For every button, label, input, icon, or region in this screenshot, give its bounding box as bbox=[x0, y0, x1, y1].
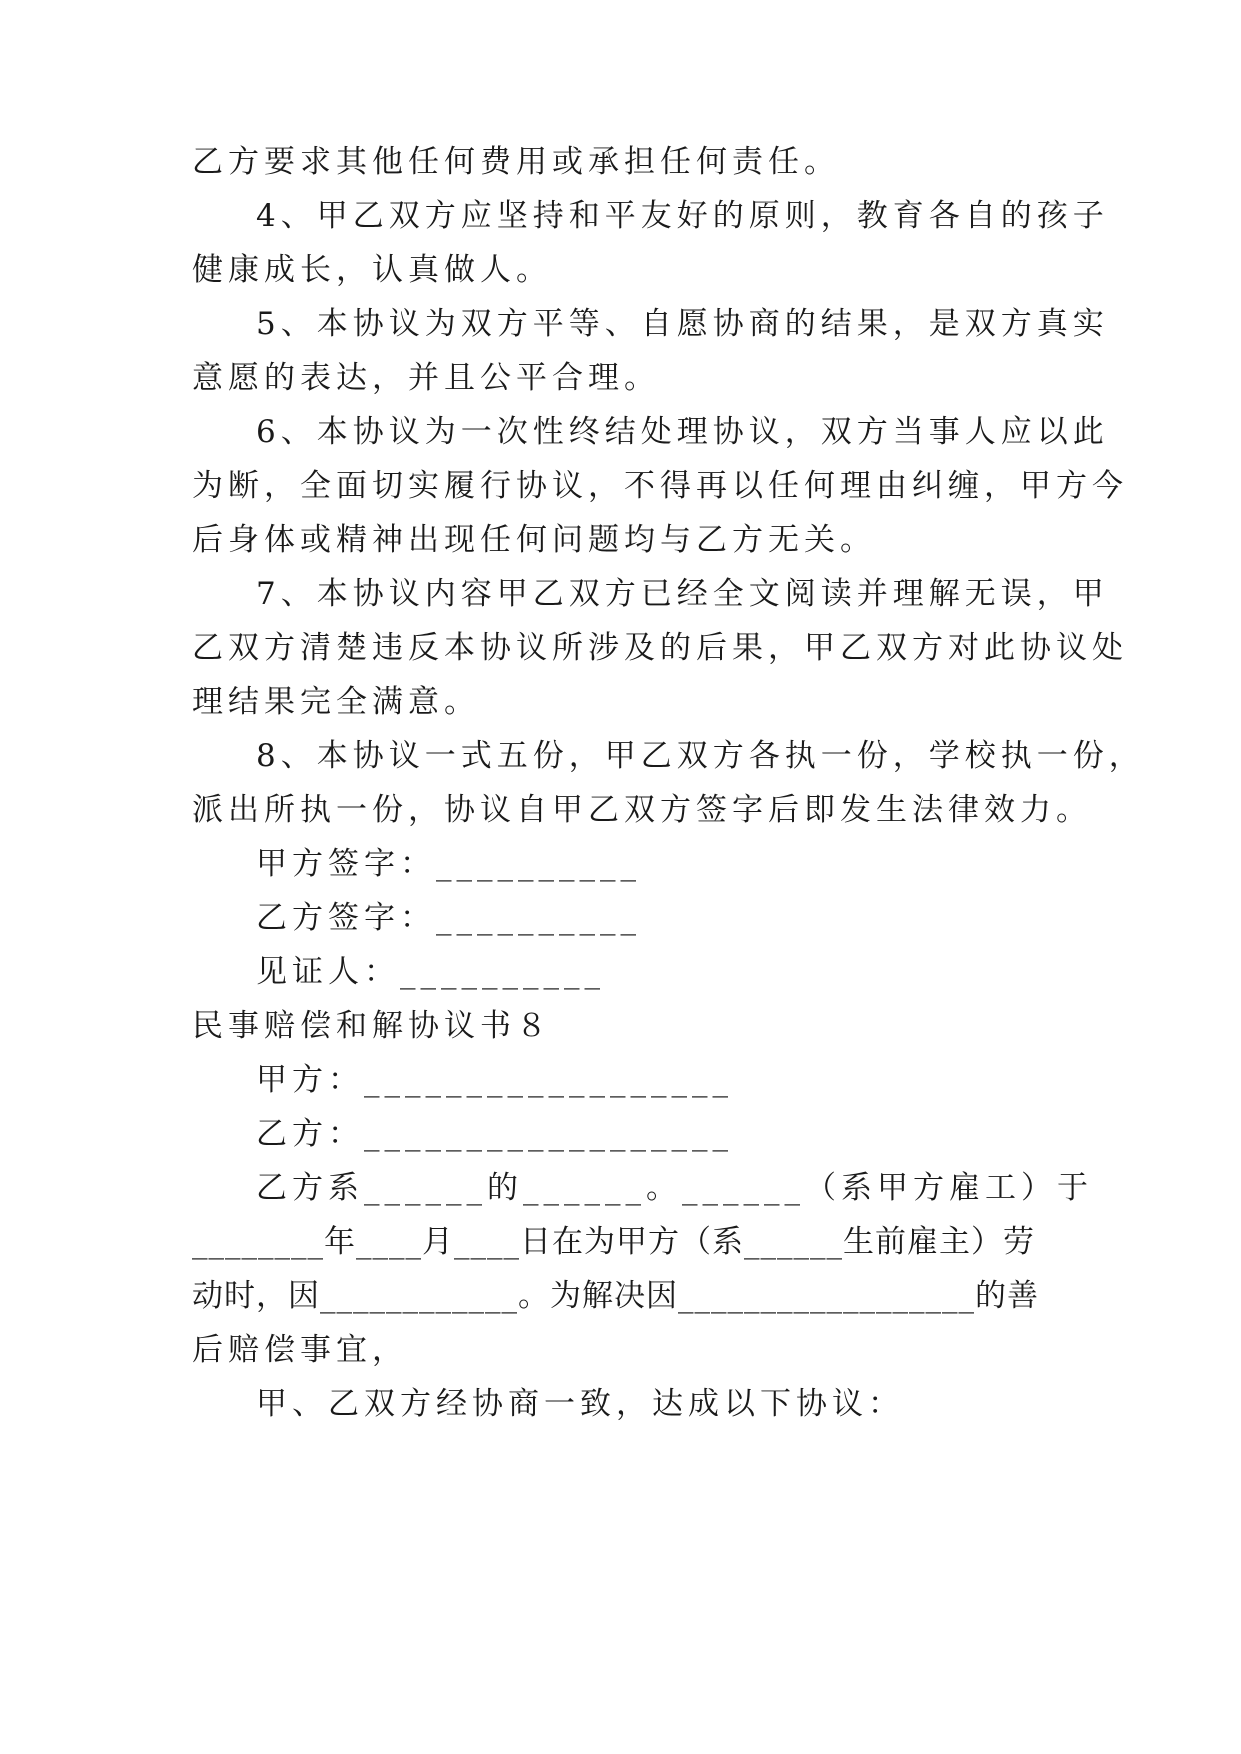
witness-signature: 见证人：__________ bbox=[256, 954, 605, 990]
clause-4-line-2: 健康成长，认真做人。 bbox=[192, 252, 552, 288]
party-b-field: 乙方：__________________ bbox=[256, 1116, 733, 1152]
clause-7-line-3: 理结果完全满意。 bbox=[192, 684, 480, 720]
clause-8-line-2: 派出所执一份，协议自甲乙双方签字后即发生法律效力。 bbox=[192, 792, 1092, 828]
clause-8-line-1: 8、本协议一式五份，甲乙双方各执一份，学校执一份， bbox=[256, 738, 1145, 774]
agreement-intro: 甲、乙双方经协商一致，达成以下协议： bbox=[256, 1386, 904, 1422]
paragraph-3-end: 乙方要求其他任何费用或承担任何责任。 bbox=[192, 144, 840, 180]
clause-4-line-1: 4、甲乙双方应坚持和平友好的原则，教育各自的孩子 bbox=[256, 198, 1109, 234]
clause-6-line-1: 6、本协议为一次性终结处理协议，双方当事人应以此 bbox=[256, 414, 1109, 450]
background-line-2: ________年____月____日在为甲方（系______生前雇主）劳 bbox=[192, 1224, 1035, 1260]
clause-6-line-2: 为断，全面切实履行协议，不得再以任何理由纠缠，甲方今 bbox=[192, 468, 1128, 504]
background-line-3: 动时，因____________。为解决因__________________的善 bbox=[192, 1278, 1039, 1314]
party-a-signature: 甲方签字：__________ bbox=[256, 846, 641, 882]
party-a-field: 甲方：__________________ bbox=[256, 1062, 733, 1098]
clause-5-line-1: 5、本协议为双方平等、自愿协商的结果，是双方真实 bbox=[256, 306, 1109, 342]
clause-7-line-1: 7、本协议内容甲乙双方已经全文阅读并理解无误，甲 bbox=[256, 576, 1109, 612]
clause-6-line-3: 后身体或精神出现任何问题均与乙方无关。 bbox=[192, 522, 876, 558]
party-b-signature: 乙方签字：__________ bbox=[256, 900, 641, 936]
clause-7-line-2: 乙双方清楚违反本协议所涉及的后果，甲乙双方对此协议处 bbox=[192, 630, 1128, 666]
clause-5-line-2: 意愿的表达，并且公平合理。 bbox=[192, 360, 660, 396]
section-title: 民事赔偿和解协议书８ bbox=[192, 1008, 552, 1044]
background-line-4: 后赔偿事宜， bbox=[192, 1332, 408, 1368]
background-line-1: 乙方系______的______。______（系甲方雇工）于 bbox=[256, 1170, 1093, 1206]
